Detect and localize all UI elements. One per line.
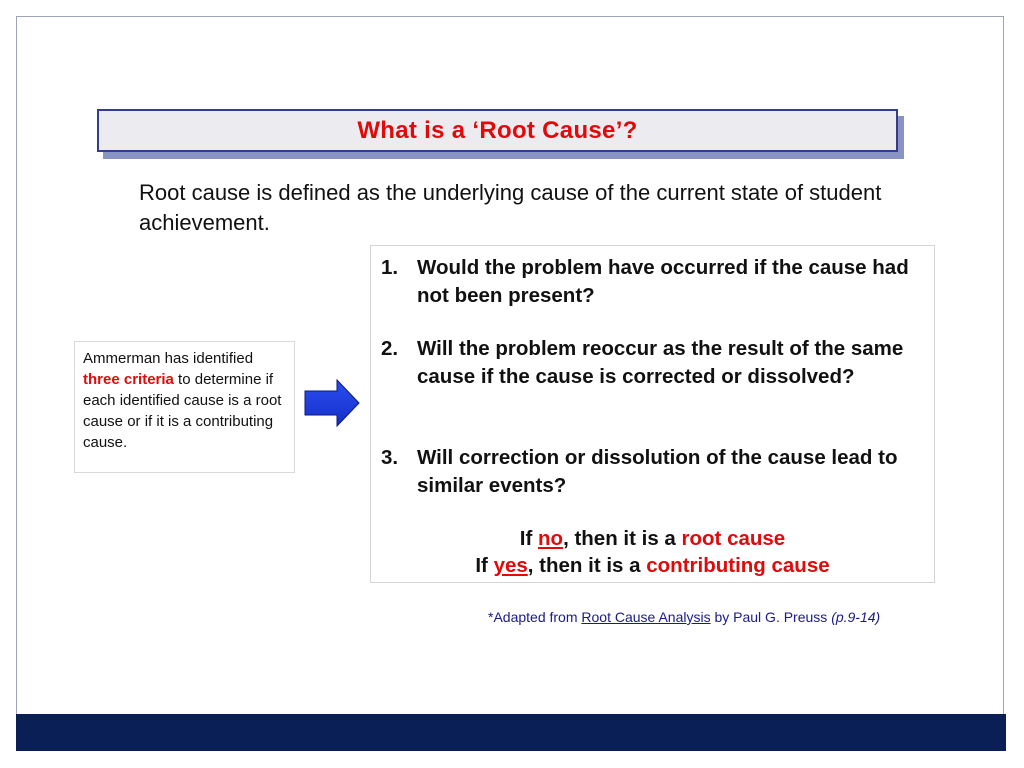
citation-pages: (p.9-14) <box>831 609 881 625</box>
side-note-text: Ammerman has identified <box>83 350 254 367</box>
footer-bar <box>16 714 1006 751</box>
verdict-outcome: contributing cause <box>646 554 830 577</box>
side-note-text-end: to determine if each identified cause is a root cause or if it is a contributing cause. <box>83 371 282 451</box>
criteria-number: 1. <box>381 256 399 279</box>
verdict-no: If no, then it is a root cause <box>519 527 786 550</box>
definition-text: Root cause is defined as the underlying cause of the current state of student achievement. <box>139 180 882 235</box>
title-box <box>97 109 898 152</box>
side-note-highlight: three criteria <box>83 371 174 388</box>
citation-book-link[interactable]: Root Cause Analysis <box>581 609 711 625</box>
criteria-box <box>370 245 935 583</box>
citation: *Adapted from Root Cause Analysis by Paul G. Preuss (p.9-14) <box>488 609 881 625</box>
criteria-item-3 <box>381 444 921 499</box>
criteria-item-2 <box>381 335 921 390</box>
verdict-answer: yes <box>493 554 528 577</box>
side-note-box <box>74 341 295 473</box>
criteria-number: 2. <box>381 337 399 360</box>
criteria-number: 3. <box>381 446 399 469</box>
verdict-outcome: root cause <box>681 527 786 550</box>
slide-title: What is a ‘Root Cause’? <box>357 116 638 144</box>
verdict-yes: If yes, then it is a contributing cause <box>475 554 830 577</box>
criteria-item-1 <box>381 254 921 309</box>
verdict-answer: no <box>538 527 564 550</box>
criteria-text: Will the problem reoccur as the result of the same cause if the cause is corrected or dissolved? <box>417 337 904 388</box>
criteria-text: Will correction or dissolution of the cause lead to similar events? <box>417 446 898 497</box>
right-arrow-icon <box>304 379 360 427</box>
criteria-text: Would the problem have occurred if the cause had not been present? <box>417 256 909 307</box>
